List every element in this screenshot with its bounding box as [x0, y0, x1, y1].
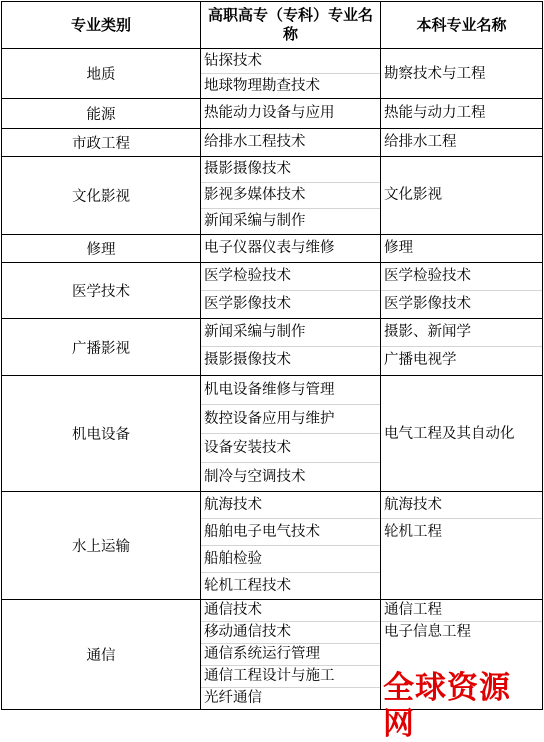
vocational-cell	[201, 235, 381, 263]
vocational-cell	[201, 99, 381, 129]
undergrad-item: 电子信息工程	[384, 624, 471, 640]
undergrad-cell	[381, 129, 543, 157]
header-undergrad: 本科专业名称	[381, 2, 543, 49]
undergrad-item: 医学影像技术	[384, 296, 471, 312]
header-row	[2, 2, 543, 49]
vocational-cell	[201, 319, 381, 376]
undergrad-cell	[381, 319, 543, 376]
undergrad-item: 给排水工程	[384, 134, 457, 150]
table-row	[2, 263, 543, 319]
category-cell: 水上运输	[2, 492, 201, 600]
vocational-item: 光纤通信	[204, 690, 262, 706]
category-cell: 能源	[2, 99, 201, 129]
vocational-item: 摄影摄像技术	[204, 352, 291, 368]
table-row	[2, 99, 543, 129]
table-row	[2, 157, 543, 235]
undergrad-item: 通信工程	[381, 600, 542, 622]
category-cell: 修理	[2, 235, 201, 263]
undergrad-cell	[381, 49, 543, 99]
vocational-item: 新闻采编与制作	[204, 213, 306, 229]
category-cell: 医学技术	[2, 263, 201, 319]
vocational-cell	[201, 376, 381, 492]
vocational-item: 通信系统运行管理	[201, 644, 380, 666]
vocational-item: 数控设备应用与维护	[201, 405, 380, 434]
table-row	[2, 235, 543, 263]
vocational-item: 船舶电子电气技术	[201, 519, 380, 546]
vocational-item: 机电设备维修与管理	[201, 376, 380, 405]
category-cell: 通信	[2, 600, 201, 710]
undergrad-item: 电气工程及其自动化	[384, 425, 515, 442]
vocational-item: 轮机工程技术	[204, 578, 291, 594]
undergrad-item: 医学检验技术	[381, 263, 542, 291]
vocational-item: 影视多媒体技术	[201, 183, 380, 209]
undergrad-cell	[381, 492, 543, 600]
table-row	[2, 129, 543, 157]
vocational-cell	[201, 49, 381, 99]
undergrad-item: 修理	[384, 240, 413, 256]
vocational-item: 医学检验技术	[201, 263, 380, 291]
undergrad-item: 热能与动力工程	[384, 105, 486, 121]
undergrad-item: 航海技术	[381, 492, 542, 519]
undergrad-item: 勘察技术与工程	[384, 65, 486, 82]
table-body	[2, 49, 543, 742]
vocational-cell	[201, 263, 381, 319]
vocational-item: 移动通信技术	[201, 622, 380, 644]
category-cell: 广播影视	[2, 319, 201, 376]
vocational-item: 电子仪器仪表与维修	[204, 240, 335, 256]
vocational-item: 钻探技术	[201, 49, 380, 74]
watermark-logo: 全球资源网	[383, 670, 511, 742]
vocational-cell	[201, 157, 381, 235]
vocational-item: 航海技术	[201, 492, 380, 519]
vocational-item: 设备安装技术	[201, 434, 380, 463]
vocational-item: 新闻采编与制作	[201, 319, 380, 347]
vocational-cell	[201, 600, 381, 710]
undergrad-item: 轮机工程	[384, 524, 442, 540]
vocational-item: 医学影像技术	[204, 296, 291, 312]
vocational-cell	[201, 492, 381, 600]
vocational-item: 船舶检验	[201, 546, 380, 573]
category-cell: 文化影视	[2, 157, 201, 235]
vocational-item: 通信技术	[201, 600, 380, 622]
undergrad-cell	[381, 263, 543, 319]
undergrad-item: 摄影、新闻学	[381, 319, 542, 347]
vocational-item: 摄影摄像技术	[201, 157, 380, 183]
vocational-item: 地球物理勘查技术	[204, 78, 320, 94]
undergrad-cell	[381, 157, 543, 235]
table-row	[2, 492, 543, 600]
undergrad-cell	[381, 376, 543, 492]
vocational-item: 制冷与空调技术	[204, 469, 306, 485]
major-table	[1, 1, 543, 742]
vocational-item: 给排水工程技术	[204, 134, 306, 150]
header-vocational: 高职高专（专科）专业名称	[201, 2, 381, 49]
undergrad-item: 广播电视学	[384, 352, 457, 368]
undergrad-cell	[381, 99, 543, 129]
table-row	[2, 319, 543, 376]
table-row	[2, 376, 543, 492]
table-row	[2, 49, 543, 99]
category-cell: 市政工程	[2, 129, 201, 157]
vocational-cell	[201, 129, 381, 157]
category-cell: 地质	[2, 49, 201, 99]
undergrad-item: 文化影视	[384, 187, 442, 203]
header-category: 专业类别	[2, 2, 201, 49]
vocational-item: 热能动力设备与应用	[204, 105, 335, 121]
category-cell: 机电设备	[2, 376, 201, 492]
undergrad-cell	[381, 235, 543, 263]
vocational-item: 通信工程设计与施工	[201, 666, 380, 688]
